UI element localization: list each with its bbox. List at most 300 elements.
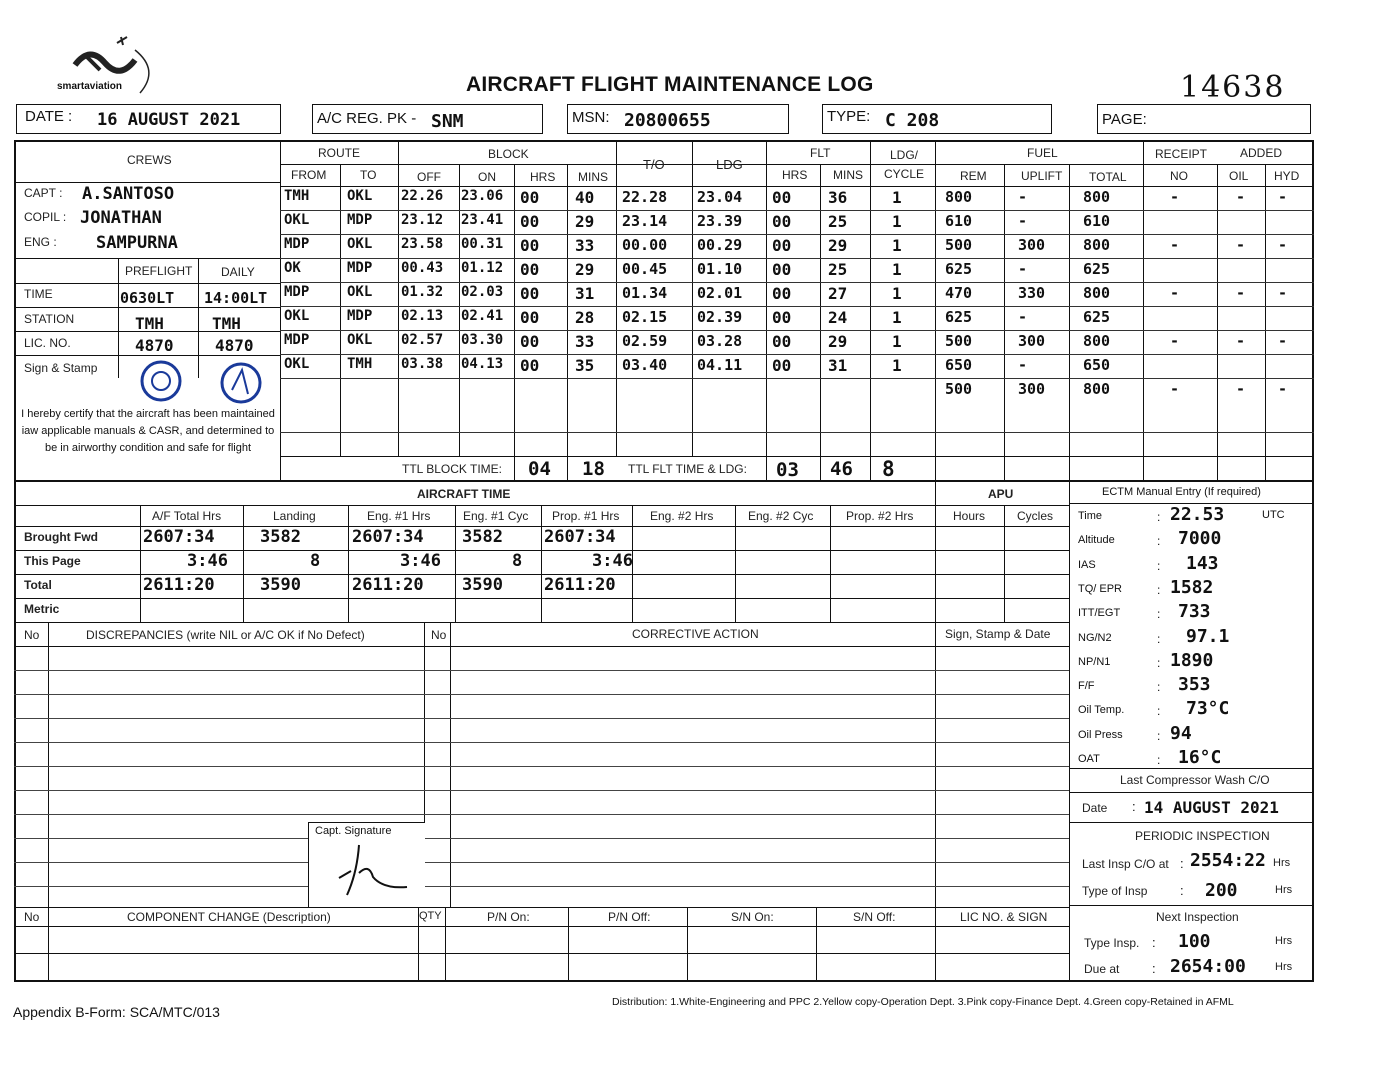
disc-sign-label: Sign, Stamp & Date bbox=[945, 627, 1051, 641]
msn-label: MSN: bbox=[572, 109, 610, 126]
flight-off-cell: 23.58 bbox=[401, 236, 444, 252]
flight-to-cell: MDP bbox=[347, 212, 373, 228]
type-insp-unit: Hrs bbox=[1275, 884, 1293, 896]
type-label: TYPE: bbox=[827, 108, 871, 125]
time-daily: 14:00LT bbox=[204, 289, 268, 307]
flight-bmins-cell: 35 bbox=[575, 356, 595, 375]
ectm-value: 73°C bbox=[1186, 698, 1230, 720]
ldg-cycle-heading-1: LDG/ bbox=[889, 148, 918, 162]
ectm-colon: : bbox=[1157, 534, 1161, 549]
copil-name: JONATHAN bbox=[80, 208, 162, 228]
aircraft-time-value: 2607:34 bbox=[544, 527, 616, 547]
flight-ldg_t-cell: 02.01 bbox=[697, 284, 743, 302]
ttl-flt-hrs: 03 bbox=[776, 459, 799, 481]
eng-label: ENG : bbox=[24, 235, 57, 249]
flight-ldg_t-cell: 04.11 bbox=[697, 356, 743, 374]
date-box bbox=[16, 104, 281, 134]
capt-label-text: CAPT bbox=[24, 186, 56, 200]
flight-receipt-cell: - bbox=[1170, 332, 1180, 350]
flight-uplift-cell: - bbox=[1018, 308, 1028, 326]
flight-total-cell: 650 bbox=[1083, 356, 1111, 374]
aircraft-time-value: 2607:34 bbox=[143, 527, 215, 547]
next-heading: Next Inspection bbox=[1156, 910, 1239, 924]
flight-to_t-cell: 03.40 bbox=[622, 356, 668, 374]
flight-rem-cell: 610 bbox=[945, 212, 973, 230]
aircraft-time-col-header: Cycles bbox=[1017, 509, 1054, 523]
flight-from-cell: TMH bbox=[284, 188, 310, 204]
flt-heading: FLT bbox=[810, 146, 831, 160]
flight-receipt-cell: - bbox=[1170, 284, 1180, 302]
off-heading: OFF bbox=[417, 170, 441, 184]
flight-bmins-cell: 33 bbox=[575, 332, 595, 351]
flight-rem-cell: 800 bbox=[945, 188, 973, 206]
flight-from-cell: OKL bbox=[284, 308, 310, 324]
ectm-colon: : bbox=[1157, 582, 1161, 597]
wash-date: 14 AUGUST 2021 bbox=[1144, 798, 1279, 817]
disc-no2-label: No bbox=[431, 628, 447, 642]
ectm-label: TQ/ EPR bbox=[1078, 582, 1123, 595]
form-number: Appendix B-Form: SCA/MTC/013 bbox=[13, 1004, 220, 1020]
flight-on-cell: 23.06 bbox=[461, 188, 504, 204]
flight-fhrs-cell: 00 bbox=[772, 188, 792, 207]
type-box bbox=[822, 104, 1052, 134]
flight-cyc-cell: 1 bbox=[892, 284, 902, 303]
type-insp-value: 200 bbox=[1205, 880, 1238, 901]
flight-off-cell: 01.32 bbox=[401, 284, 444, 300]
logo-text: smartaviation bbox=[57, 81, 123, 92]
next-type-label: Type Insp. bbox=[1084, 936, 1140, 950]
flight-on-cell: 04.13 bbox=[461, 356, 504, 372]
copil-label-text: COPIL bbox=[24, 210, 60, 224]
comp-sn-on-label: S/N On: bbox=[731, 910, 774, 924]
flight-bhrs-cell: 00 bbox=[520, 356, 540, 375]
flight-cyc-cell: 1 bbox=[892, 212, 902, 231]
flight-to_t-cell: 01.34 bbox=[622, 284, 668, 302]
apu-heading: APU bbox=[988, 487, 1014, 501]
flight-fmins-cell: 36 bbox=[828, 188, 848, 207]
aircraft-time-value: 3:46 bbox=[592, 551, 633, 571]
flight-cyc-cell: 1 bbox=[892, 308, 902, 327]
aircraft-time-col-header: Eng. #2 Cyc bbox=[748, 509, 814, 523]
flight-total-cell: 800 bbox=[1083, 332, 1111, 350]
ectm-colon: : bbox=[1157, 558, 1161, 573]
ectm-label: Oil Press bbox=[1078, 728, 1123, 741]
wash-heading: Last Compressor Wash C/O bbox=[1120, 773, 1270, 787]
aircraft-time-row-label: Total bbox=[24, 578, 52, 592]
flight-uplift-cell: 300 bbox=[1018, 236, 1046, 254]
added-heading: ADDED bbox=[1240, 146, 1283, 160]
flight-total-cell: 800 bbox=[1083, 236, 1111, 254]
flight-cyc-cell: 1 bbox=[892, 188, 902, 207]
flight-rem-cell: 500 bbox=[945, 332, 973, 350]
flight-ldg_t-cell: 02.39 bbox=[697, 308, 743, 326]
last-insp-colon: : bbox=[1180, 856, 1184, 871]
corrective-label: CORRECTIVE ACTION bbox=[632, 627, 759, 641]
flight-bhrs-cell: 00 bbox=[520, 260, 540, 279]
aircraft-time-row-label: Brought Fwd bbox=[24, 530, 98, 544]
flt-mins-heading: MINS bbox=[833, 168, 863, 182]
flight-cyc-cell: 1 bbox=[892, 332, 902, 351]
aircraft-time-row-label: This Page bbox=[24, 554, 81, 568]
flight-uplift-cell: 300 bbox=[1018, 332, 1046, 350]
flight-on-cell: 00.31 bbox=[461, 236, 504, 252]
aircraft-time-value: 3:46 bbox=[187, 551, 228, 571]
flight-bmins-cell: 28 bbox=[575, 308, 595, 327]
last-insp-unit: Hrs bbox=[1273, 857, 1291, 869]
flight-uplift-cell: - bbox=[1018, 212, 1028, 230]
flight-fmins-cell: 25 bbox=[828, 212, 848, 231]
flight-fmins-cell: 31 bbox=[828, 356, 848, 375]
flight-bmins-cell: 31 bbox=[575, 284, 595, 303]
receipt-no-heading: NO bbox=[1170, 169, 1188, 183]
flight-receipt-cell: - bbox=[1170, 236, 1180, 254]
flight-rem-cell: 500 bbox=[945, 380, 973, 398]
daily-label: DAILY bbox=[221, 265, 255, 279]
flight-rem-cell: 500 bbox=[945, 236, 973, 254]
time-preflight: 0630LT bbox=[120, 289, 175, 307]
aircraft-time-value: 3590 bbox=[462, 575, 503, 595]
type-insp-label: Type of Insp bbox=[1082, 884, 1148, 898]
comp-desc-label: COMPONENT CHANGE (Description) bbox=[127, 910, 331, 924]
flight-fmins-cell: 25 bbox=[828, 260, 848, 279]
type-insp-colon: : bbox=[1180, 883, 1184, 898]
flight-on-cell: 02.41 bbox=[461, 308, 504, 324]
flight-uplift-cell: 300 bbox=[1018, 380, 1046, 398]
lic-daily: 4870 bbox=[215, 336, 254, 355]
ectm-value: 353 bbox=[1178, 674, 1211, 696]
capt-sig-label: Capt. Signature bbox=[315, 825, 392, 837]
flight-rem-cell: 625 bbox=[945, 308, 973, 326]
capt-signature bbox=[329, 833, 409, 903]
ttl-block-hrs: 04 bbox=[528, 458, 551, 480]
ectm-label: Oil Temp. bbox=[1078, 704, 1125, 717]
aircraft-time-col-header: Landing bbox=[273, 509, 316, 523]
flight-receipt-cell: - bbox=[1170, 380, 1180, 398]
aircraft-time-value: 3582 bbox=[462, 527, 503, 547]
ldg-cycle-heading-2: CYCLE bbox=[883, 167, 924, 181]
eng-label-text: ENG bbox=[24, 235, 51, 249]
flight-ldg_t-cell: 01.10 bbox=[697, 260, 743, 278]
flight-from-cell: OKL bbox=[284, 356, 310, 372]
flight-to-cell: OKL bbox=[347, 284, 373, 300]
date-label: DATE : bbox=[25, 108, 73, 125]
station-daily: TMH bbox=[212, 314, 241, 333]
copil-label: COPIL : bbox=[24, 210, 67, 224]
stamp-daily bbox=[218, 360, 264, 411]
lic-preflight: 4870 bbox=[135, 336, 174, 355]
flight-on-cell: 02.03 bbox=[461, 284, 504, 300]
ttl-flt-mins: 46 bbox=[830, 458, 853, 480]
flight-hyd-cell: - bbox=[1278, 236, 1288, 254]
flight-hyd-cell: - bbox=[1278, 332, 1288, 350]
ectm-value: 733 bbox=[1178, 601, 1211, 623]
ectm-colon: : bbox=[1157, 631, 1161, 646]
flight-ldg_t-cell: 23.39 bbox=[697, 212, 743, 230]
ectm-label: F/F bbox=[1078, 680, 1095, 693]
receipt-heading: RECEIPT bbox=[1155, 147, 1208, 161]
certify-text: I hereby certify that the aircraft has been maintained iaw applicable manuals & CASR, and determined to be in airworthy condition and safe for flight bbox=[21, 408, 275, 454]
reg-box bbox=[312, 104, 543, 134]
distribution-note: Distribution: 1.White-Engineering and PPC 2.Yellow copy-Operation Dept. 3.Pink copy-Finance Dept. 4.Green copy-Retained in AFML bbox=[612, 996, 1234, 1008]
ectm-label: ITT/EGT bbox=[1078, 607, 1121, 620]
aircraft-time-col-header: Hours bbox=[953, 509, 986, 523]
ectm-colon: : bbox=[1157, 510, 1161, 524]
route-heading: ROUTE bbox=[318, 146, 360, 160]
due-unit: Hrs bbox=[1275, 961, 1293, 973]
flight-off-cell: 03.38 bbox=[401, 356, 444, 372]
ectm-label: NP/N1 bbox=[1078, 655, 1111, 668]
flight-cyc-cell: 1 bbox=[892, 236, 902, 255]
fuel-heading: FUEL bbox=[1027, 146, 1058, 160]
due-value: 2654:00 bbox=[1170, 956, 1246, 977]
block-heading: BLOCK bbox=[488, 147, 529, 161]
flight-uplift-cell: - bbox=[1018, 356, 1028, 374]
company-logo bbox=[55, 35, 165, 100]
ldg-cycle-heading bbox=[872, 146, 936, 184]
aircraft-time-value: 3590 bbox=[260, 575, 301, 595]
ectm-value: 97.1 bbox=[1186, 625, 1230, 647]
sign-stamp-label: Sign & Stamp bbox=[24, 361, 98, 375]
serial-number: 14638 bbox=[1180, 70, 1286, 105]
form-title: AIRCRAFT FLIGHT MAINTENANCE LOG bbox=[466, 73, 874, 96]
time-label: TIME bbox=[24, 287, 53, 301]
capt-name: A.SANTOSO bbox=[82, 184, 175, 204]
type-value: C 208 bbox=[885, 110, 940, 131]
ectm-label: Time bbox=[1078, 510, 1103, 522]
flight-fhrs-cell: 00 bbox=[772, 308, 792, 327]
flight-on-cell: 01.12 bbox=[461, 260, 504, 276]
flight-oil-cell: - bbox=[1236, 332, 1246, 350]
comp-sn-off-label: S/N Off: bbox=[853, 910, 896, 924]
last-insp-value: 2554:22 bbox=[1190, 850, 1266, 871]
flight-total-cell: 800 bbox=[1083, 380, 1111, 398]
aircraft-time-heading: AIRCRAFT TIME bbox=[417, 487, 511, 501]
flight-to-cell: MDP bbox=[347, 260, 373, 276]
flight-oil-cell: - bbox=[1236, 380, 1246, 398]
disc-desc-label: DISCREPANCIES (write NIL or A/C OK if No Defect) bbox=[86, 628, 365, 642]
flight-fhrs-cell: 00 bbox=[772, 332, 792, 351]
capt-label: CAPT : bbox=[24, 186, 63, 200]
flight-oil-cell: - bbox=[1236, 188, 1246, 206]
flight-uplift-cell: 330 bbox=[1018, 284, 1046, 302]
flight-fhrs-cell: 00 bbox=[772, 356, 792, 375]
periodic-heading: PERIODIC INSPECTION bbox=[1135, 829, 1270, 843]
hrs-heading: HRS bbox=[530, 170, 556, 184]
flight-bhrs-cell: 00 bbox=[520, 308, 540, 327]
flight-to_t-cell: 00.45 bbox=[622, 260, 668, 278]
flight-bhrs-cell: 00 bbox=[520, 236, 540, 255]
ectm-value: 1890 bbox=[1170, 649, 1214, 671]
due-label: Due at bbox=[1084, 962, 1120, 976]
flight-off-cell: 00.43 bbox=[401, 260, 444, 276]
mins-heading: MINS bbox=[578, 170, 608, 184]
ectm-value: 16°C bbox=[1178, 747, 1222, 768]
ectm-colon: : bbox=[1157, 728, 1161, 743]
flight-fmins-cell: 29 bbox=[828, 332, 848, 351]
preflight-label: PREFLIGHT bbox=[125, 264, 193, 278]
comp-lic-label: LIC NO. & SIGN bbox=[960, 910, 1048, 924]
flight-on-cell: 03.30 bbox=[461, 332, 504, 348]
flight-hyd-cell: - bbox=[1278, 284, 1288, 302]
to-heading: TO bbox=[360, 168, 377, 182]
next-type-unit: Hrs bbox=[1275, 935, 1293, 947]
ectm-value: 143 bbox=[1186, 552, 1219, 574]
flight-total-cell: 800 bbox=[1083, 188, 1111, 206]
flight-fhrs-cell: 00 bbox=[772, 260, 792, 279]
flight-fmins-cell: 24 bbox=[828, 308, 848, 327]
comp-pn-off-label: P/N Off: bbox=[608, 910, 651, 924]
eng-name: SAMPURNA bbox=[96, 233, 178, 253]
flight-receipt-cell: - bbox=[1170, 188, 1180, 206]
flight-from-cell: MDP bbox=[284, 284, 310, 300]
flight-bmins-cell: 33 bbox=[575, 236, 595, 255]
comp-qty-label: QTY bbox=[419, 910, 442, 922]
aircraft-time-col-header: Eng. #1 Cyc bbox=[463, 509, 529, 523]
flight-off-cell: 02.57 bbox=[401, 332, 444, 348]
next-type-value: 100 bbox=[1178, 931, 1211, 952]
flight-to-cell: OKL bbox=[347, 332, 373, 348]
aircraft-time-value: 8 bbox=[512, 551, 523, 571]
aircraft-time-col-header: A/F Total Hrs bbox=[152, 509, 222, 523]
flight-total-cell: 610 bbox=[1083, 212, 1111, 230]
ectm-unit: UTC bbox=[1262, 509, 1285, 521]
hyd-heading: HYD bbox=[1274, 169, 1300, 183]
wash-date-label: Date bbox=[1082, 801, 1108, 815]
ectm-colon: : bbox=[1157, 753, 1161, 767]
ectm-label: OAT bbox=[1078, 753, 1100, 765]
to-time-heading: T/O bbox=[643, 157, 665, 172]
ectm-value: 7000 bbox=[1178, 528, 1222, 550]
station-preflight: TMH bbox=[135, 314, 164, 333]
reg-label: A/C REG. PK - bbox=[317, 110, 417, 127]
date-value: 16 AUGUST 2021 bbox=[97, 110, 241, 130]
aircraft-time-col-header: Eng. #2 Hrs bbox=[650, 509, 714, 523]
flight-fmins-cell: 27 bbox=[828, 284, 848, 303]
flight-total-cell: 625 bbox=[1083, 260, 1111, 278]
on-heading: ON bbox=[478, 170, 496, 184]
flight-hyd-cell: - bbox=[1278, 188, 1288, 206]
flight-fhrs-cell: 00 bbox=[772, 236, 792, 255]
aircraft-time-value: 2611:20 bbox=[143, 575, 215, 595]
flight-off-cell: 02.13 bbox=[401, 308, 444, 324]
flight-fhrs-cell: 00 bbox=[772, 212, 792, 231]
flight-from-cell: MDP bbox=[284, 332, 310, 348]
ectm-colon: : bbox=[1157, 607, 1161, 622]
flight-bhrs-cell: 00 bbox=[520, 332, 540, 351]
flight-ldg_t-cell: 23.04 bbox=[697, 188, 743, 206]
flight-cyc-cell: 1 bbox=[892, 356, 902, 375]
station-label: STATION bbox=[24, 312, 75, 326]
ectm-colon: : bbox=[1157, 680, 1161, 695]
flight-bmins-cell: 29 bbox=[575, 212, 595, 231]
flight-hyd-cell: - bbox=[1278, 380, 1288, 398]
ectm-label: NG/N2 bbox=[1078, 631, 1112, 644]
ectm-colon: : bbox=[1157, 655, 1161, 670]
ectm-value: 94 bbox=[1170, 722, 1192, 744]
oil-heading: OIL bbox=[1229, 169, 1249, 183]
ttl-block-mins: 18 bbox=[582, 458, 605, 480]
flight-fmins-cell: 29 bbox=[828, 236, 848, 255]
flight-total-cell: 800 bbox=[1083, 284, 1111, 302]
flight-oil-cell: - bbox=[1236, 236, 1246, 254]
ttl-block-label: TTL BLOCK TIME: bbox=[402, 462, 503, 476]
aircraft-time-value: 3:46 bbox=[400, 551, 441, 571]
flight-ldg_t-cell: 03.28 bbox=[697, 332, 743, 350]
from-heading: FROM bbox=[291, 168, 327, 182]
aircraft-time-row-label: Metric bbox=[24, 602, 60, 616]
flight-oil-cell: - bbox=[1236, 284, 1246, 302]
flight-to-cell: TMH bbox=[347, 356, 373, 372]
due-colon: : bbox=[1152, 961, 1156, 976]
msn-value: 20800655 bbox=[624, 110, 711, 131]
flight-ldg_t-cell: 00.29 bbox=[697, 236, 743, 254]
flight-rem-cell: 650 bbox=[945, 356, 973, 374]
aircraft-time-value: 3582 bbox=[260, 527, 301, 547]
aircraft-time-value: 2611:20 bbox=[544, 575, 616, 595]
ttl-flt-label: TTL FLT TIME & LDG: bbox=[628, 462, 747, 476]
flight-off-cell: 23.12 bbox=[401, 212, 444, 228]
uplift-heading: UPLIFT bbox=[1021, 169, 1063, 183]
lic-label: LIC. NO. bbox=[24, 336, 71, 350]
ldg-time-heading: LDG bbox=[716, 157, 743, 172]
flight-from-cell: OK bbox=[284, 260, 301, 276]
flight-to-cell: OKL bbox=[347, 188, 373, 204]
ectm-value: 22.53 bbox=[1170, 504, 1225, 525]
aircraft-time-value: 2611:20 bbox=[352, 575, 424, 595]
ectm-label: IAS bbox=[1078, 558, 1096, 571]
msn-box bbox=[567, 104, 789, 134]
flight-bhrs-cell: 00 bbox=[520, 284, 540, 303]
page-box bbox=[1097, 104, 1311, 134]
flight-rem-cell: 625 bbox=[945, 260, 973, 278]
flight-to_t-cell: 23.14 bbox=[622, 212, 668, 230]
ectm-heading: ECTM Manual Entry (If required) bbox=[1102, 486, 1261, 498]
flight-on-cell: 23.41 bbox=[461, 212, 504, 228]
ectm-label: Altitude bbox=[1078, 534, 1115, 547]
aircraft-time-col-header: Prop. #1 Hrs bbox=[552, 509, 620, 523]
flight-off-cell: 22.26 bbox=[401, 188, 444, 204]
flight-from-cell: MDP bbox=[284, 236, 310, 252]
comp-pn-on-label: P/N On: bbox=[487, 910, 530, 924]
flt-hrs-heading: HRS bbox=[782, 168, 808, 182]
flight-to_t-cell: 00.00 bbox=[622, 236, 668, 254]
flight-total-cell: 625 bbox=[1083, 308, 1111, 326]
ttl-ldg: 8 bbox=[882, 457, 895, 481]
aircraft-time-value: 8 bbox=[310, 551, 321, 571]
aircraft-time-col-header: Prop. #2 Hrs bbox=[846, 509, 914, 523]
crews-heading: CREWS bbox=[127, 153, 172, 167]
next-type-colon: : bbox=[1152, 935, 1156, 950]
total-heading: TOTAL bbox=[1089, 170, 1127, 184]
flight-to_t-cell: 02.59 bbox=[622, 332, 668, 350]
rem-heading: REM bbox=[960, 169, 987, 183]
ectm-value: 1582 bbox=[1170, 576, 1214, 598]
disc-no-label: No bbox=[24, 628, 40, 642]
flight-bhrs-cell: 00 bbox=[520, 212, 540, 231]
page-label: PAGE: bbox=[1102, 111, 1147, 128]
flight-to_t-cell: 22.28 bbox=[622, 188, 668, 206]
flight-cyc-cell: 1 bbox=[892, 260, 902, 279]
flight-uplift-cell: - bbox=[1018, 188, 1028, 206]
flight-bmins-cell: 29 bbox=[575, 260, 595, 279]
flight-rem-cell: 470 bbox=[945, 284, 973, 302]
wash-date-colon: : bbox=[1132, 799, 1136, 814]
last-insp-label: Last Insp C/O at bbox=[1082, 857, 1169, 871]
stamp-preflight bbox=[138, 358, 184, 409]
flight-bmins-cell: 40 bbox=[575, 188, 595, 207]
aircraft-time-col-header: Eng. #1 Hrs bbox=[367, 509, 431, 523]
flight-to-cell: OKL bbox=[347, 236, 373, 252]
